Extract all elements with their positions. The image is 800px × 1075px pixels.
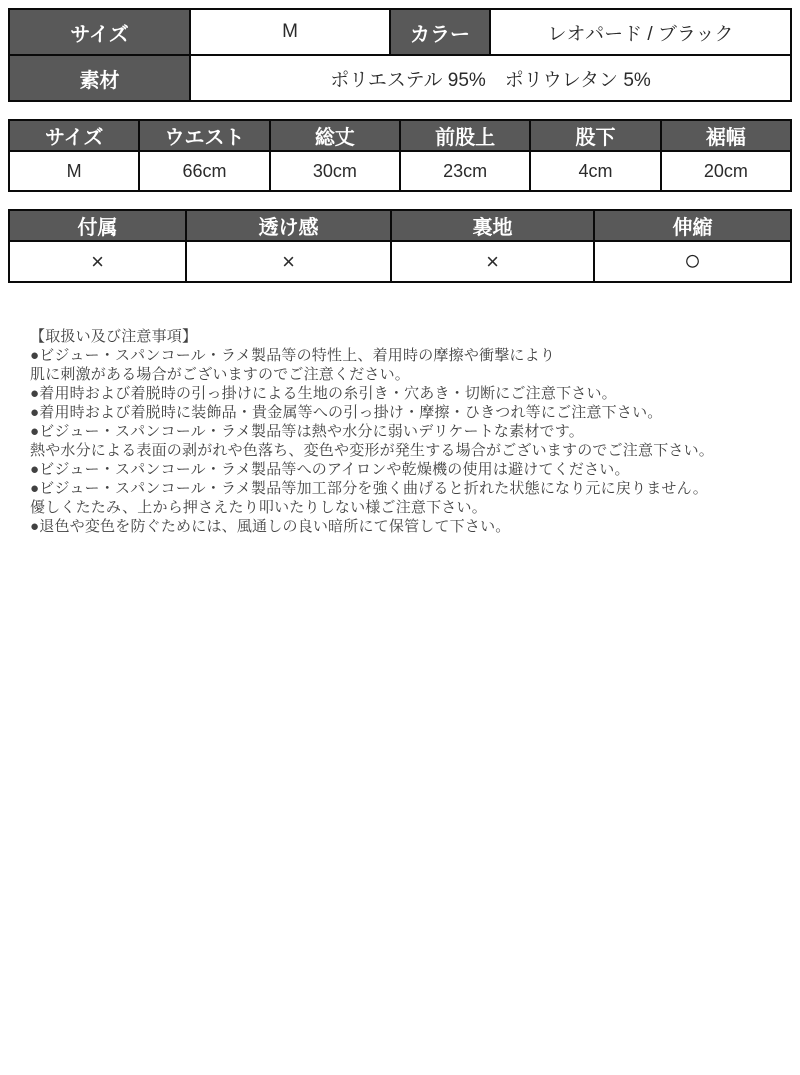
care-notes-line: ●着用時および着脱時に装飾品・貴金属等への引っ掛け・摩擦・ひきつれ等にご注意下さい。: [30, 404, 663, 421]
size-value-cell: M: [190, 9, 390, 55]
measure-value-total-length: 30cm: [270, 151, 400, 191]
features-table: [8, 209, 792, 283]
feature-header-stretch: 伸縮: [594, 210, 791, 241]
table-row: [9, 9, 791, 55]
care-notes-line: ●ビジュー・スパンコール・ラメ製品等へのアイロンや乾燥機の使用は避けてください。: [30, 461, 630, 478]
feature-value-lining: ×: [391, 241, 594, 282]
feature-value-stretch: ○: [594, 241, 791, 282]
care-notes-line: ●退色や変色を防ぐためには、風通しの良い暗所にて保管して下さい。: [30, 518, 511, 535]
table-row: [9, 151, 791, 191]
measure-value-hem-width: 20cm: [661, 151, 791, 191]
care-notes-line: 熱や水分による表面の剥がれや色落ち、変色や変形が発生する場合がございますのでご注意下さい。: [30, 442, 715, 459]
measurements-table: [8, 119, 792, 192]
size-label-cell: サイズ: [9, 9, 190, 55]
measure-header-waist: ウエスト: [139, 120, 269, 151]
table-header-row: [9, 210, 791, 241]
color-value-cell: レオパード / ブラック: [490, 9, 791, 55]
color-label-cell: カラー: [390, 9, 490, 55]
measure-value-waist: 66cm: [139, 151, 269, 191]
care-notes-line: ●ビジュー・スパンコール・ラメ製品等加工部分を強く曲げると折れた状態になり元に戻りません。: [30, 480, 708, 497]
measure-header-hem-width: 裾幅: [661, 120, 791, 151]
feature-header-sheerness: 透け感: [186, 210, 391, 241]
care-notes-line: ●ビジュー・スパンコール・ラメ製品等は熱や水分に弱いデリケートな素材です。: [30, 423, 584, 440]
feature-value-accessories: ×: [9, 241, 186, 282]
care-notes-line: 優しくたたみ、上から押さえたり叩いたりしない様ご注意下さい。: [30, 499, 487, 516]
care-notes: [30, 327, 792, 536]
care-notes-line: ●着用時および着脱時の引っ掛けによる生地の糸引き・穴あき・切断にご注意下さい。: [30, 385, 617, 402]
measure-header-total-length: 総丈: [270, 120, 400, 151]
table-row: [9, 241, 791, 282]
feature-value-sheerness: ×: [186, 241, 391, 282]
care-notes-line: ●ビジュー・スパンコール・ラメ製品等の特性上、着用時の摩擦や衝撃により: [30, 347, 556, 364]
measure-value-front-rise: 23cm: [400, 151, 530, 191]
material-value-cell: ポリエステル 95% ポリウレタン 5%: [190, 55, 791, 101]
product-info-table: [8, 8, 792, 102]
measure-value-inseam: 4cm: [530, 151, 660, 191]
product-spec-page: [0, 8, 800, 1075]
table-header-row: [9, 120, 791, 151]
care-notes-line: 肌に刺激がある場合がございますのでご注意ください。: [30, 366, 411, 383]
measure-header-inseam: 股下: [530, 120, 660, 151]
material-label-cell: 素材: [9, 55, 190, 101]
measure-header-front-rise: 前股上: [400, 120, 530, 151]
measure-header-size: サイズ: [9, 120, 139, 151]
table-row: [9, 55, 791, 101]
care-notes-title: 【取扱い及び注意事項】: [30, 328, 198, 345]
measure-value-size: M: [9, 151, 139, 191]
feature-header-accessories: 付属: [9, 210, 186, 241]
feature-header-lining: 裏地: [391, 210, 594, 241]
